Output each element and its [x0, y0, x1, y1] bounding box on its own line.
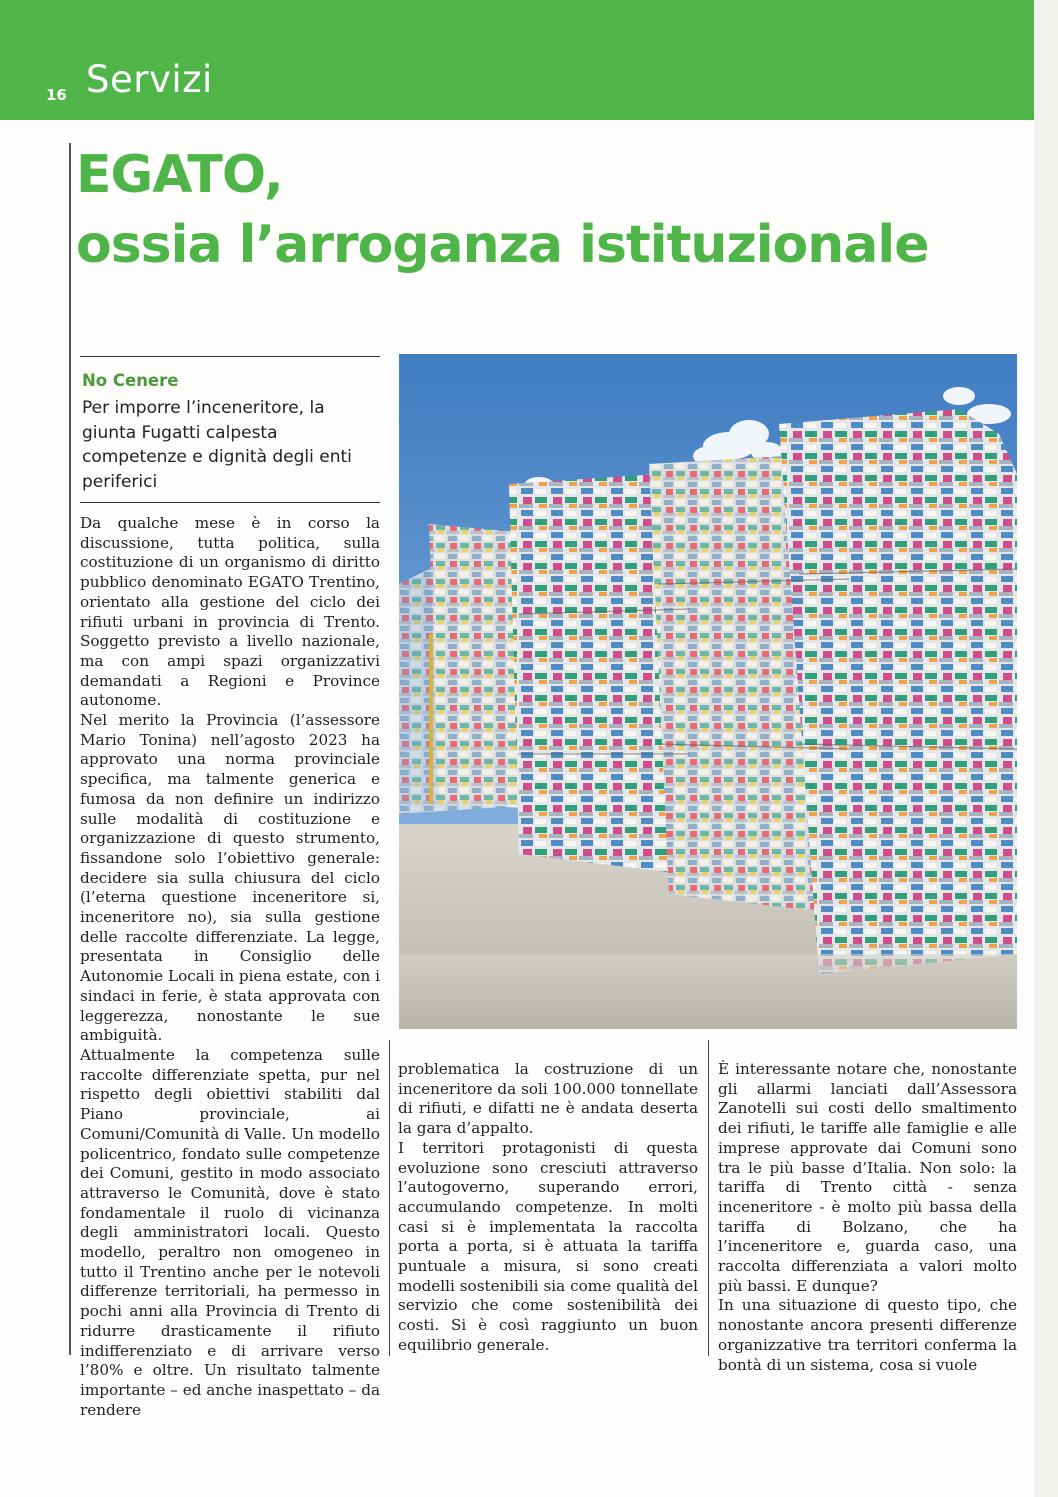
- headline-line-2: ossia l’arroganza istituzionale: [76, 215, 929, 275]
- paragraph: In una situazione di questo tipo, che nonostante ancora presenti differenze organizzative tra territori conferma la bontà di un sistema, cosa si vuole: [718, 1296, 1017, 1374]
- column-divider: [389, 1040, 390, 1356]
- column-divider: [708, 1040, 709, 1356]
- standfirst-subtitle: Per imporre l’inceneritore, la giunta Fugatti calpesta competenze e dignità degli enti periferici: [82, 398, 352, 492]
- article-column-3: [718, 1060, 1017, 1375]
- article-column-2: [398, 1060, 698, 1356]
- paragraph: Da qualche mese è in corso la discussione, tutta politica, sulla costituzione di un organismo di diritto pubblico denominato EGATO Trentino, orientato alla gestione del ciclo dei rifiuti urbani in provincia di Trento. Soggetto previsto a livello nazionale, ma con ampi spazi organizzativi demandati a Regioni e Province autonome.: [80, 514, 380, 710]
- left-rule: [69, 143, 71, 1355]
- page-number: 16: [46, 86, 67, 104]
- photo-illustration: [399, 354, 1017, 1029]
- article-column-1: [80, 514, 380, 1420]
- page-edge: [1034, 0, 1058, 1497]
- headline-line-1: EGATO,: [76, 145, 283, 205]
- paragraph: Attualmente la competenza sulle raccolte differenziate spetta, pur nel rispetto degli obiettivi stabiliti dal Piano provinciale, ai Comuni/Comunità di Valle. Un modello policentrico, fondato sulle competenze dei Comuni, gestito in modo associato attraverso le Comunità, dove è stato fondamentale il ruolo di vicinanza degli amministratori locali. Questo modello, peraltro non omogeneo in tutto il Trentino anche per le notevoli differenze territoriali, ha permesso in pochi anni alla Provincia di Trento di ridurre drasticamente il rifiuto indifferenziato e di arrivare verso l’80% e oltre. Un risultato talmente importante – ed anche inaspettato – da rendere: [80, 1045, 380, 1419]
- section-title: Servizi: [86, 58, 213, 101]
- paragraph: Nel merito la Provincia (l’assessore Mario Tonina) nell’agosto 2023 ha approvato una norma provinciale specifica, ma talmente generica e fumosa da non definire un indirizzo sulle modalità di costituzione e organizzazione di questo strumento, fissandone solo l’obiettivo generale: decidere sia sulla chiusura del ciclo (l’eterna questione inceneritore si, inceneritore no), sia sulla gestione delle raccolte differenziate. La legge, presentata in Consiglio delle Autonomie Locali in piena estate, con i sindaci in ferie, è stata approvata con leggerezza, nonostante le sue ambiguità.: [80, 711, 380, 1045]
- waste-bales-photo: [399, 354, 1017, 1029]
- article-headline: [76, 140, 1016, 280]
- paragraph: I territori protagonisti di questa evoluzione sono cresciuti attraverso l’autogoverno, superando errori, accumulando competenze. In molti casi si è implementata la raccolta porta a porta, si è attuata la tariffa puntuale a misura, si sono creati modelli sostenibili sia come qualità del servizio che come sostenibilità dei costi. Si è così raggiunto un buon equilibrio generale.: [398, 1138, 698, 1354]
- paragraph: È interessante notare che, nonostante gli allarmi lanciati dall’Assessora Zanotelli sui costi dello smaltimento dei rifiuti, le tariffe alle famiglie e alle imprese approvate dai Comuni sono tra le più basse d’Italia. Non solo: la tariffa di Trento città - senza inceneritore - è molto più bassa della tariffa di Bolzano, che ha l’inceneritore e, guarda caso, una raccolta differenziata a valori molto più bassi. E dunque?: [718, 1060, 1017, 1295]
- kicker: No Cenere: [82, 371, 179, 390]
- paragraph: problematica la costruzione di un inceneritore da soli 100.000 tonnellate di rifiuti, e difatti ne è andata deserta la gara d’appalto.: [398, 1060, 698, 1138]
- standfirst-top-rule: [80, 356, 380, 357]
- standfirst-bottom-rule: [80, 502, 380, 503]
